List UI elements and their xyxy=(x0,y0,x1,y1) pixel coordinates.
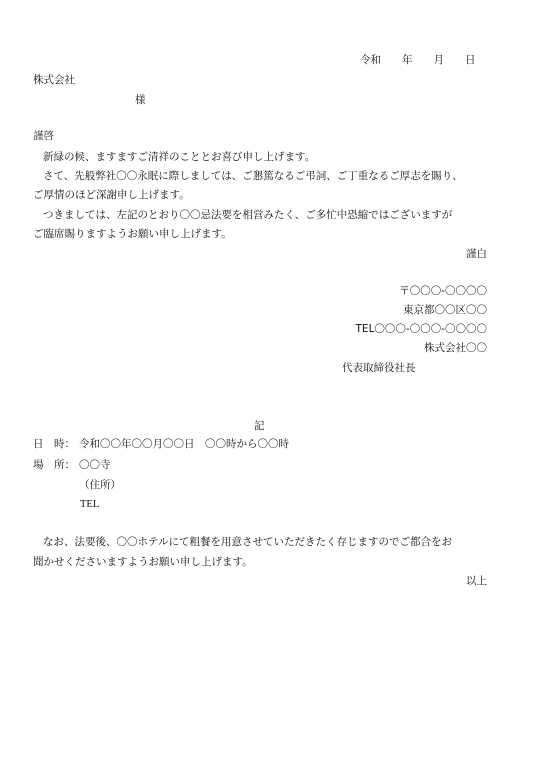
datetime-label: 日 時： xyxy=(33,438,75,450)
ijo-closing: 以上 xyxy=(466,575,487,587)
place-label: 場 所： xyxy=(33,459,75,471)
sender-tel: TEL〇〇〇-〇〇〇-〇〇〇〇 xyxy=(355,323,487,335)
body-line-1: 新緑の候、ますますご清祥のこととお喜び申し上げます。 xyxy=(43,151,316,163)
place-tel-label: TEL xyxy=(80,499,100,510)
opening-greeting: 謹啓 xyxy=(33,130,54,142)
recipient-company: 株式会社 xyxy=(33,74,75,86)
body-line-5: ご臨席賜りますようお願い申し上げます。 xyxy=(33,228,232,240)
postscript-line-1: なお、法要後、〇〇ホテルにて粗餐を用意させていただきたく存じますのでご都合をお xyxy=(43,536,452,548)
body-line-2: さて、先般弊社〇〇永眠に際しましては、ご懇篤なるご弔詞、ご丁重なるご厚志を賜り、 xyxy=(43,170,463,182)
body-line-4: つきましては、左記のとおり〇〇忌法要を相営みたく、ご多忙中恐縮ではございますが xyxy=(43,209,453,221)
postscript-line-2: 聞かせくださいますようお願い申し上げます。 xyxy=(33,556,253,568)
sender-company: 株式会社〇〇 xyxy=(424,342,487,354)
place-value: 〇〇寺 xyxy=(79,459,111,471)
place-address-note: （住所） xyxy=(79,479,121,491)
datetime-value: 令和〇〇年〇〇月〇〇日 〇〇時から〇〇時 xyxy=(79,438,289,450)
ki-heading: 記 xyxy=(254,420,265,432)
date-line: 令和 年 月 日 xyxy=(360,54,476,66)
sender-title: 代表取締役社長 xyxy=(342,362,416,374)
sender-address: 東京都〇〇区〇〇 xyxy=(403,304,487,316)
body-line-3: ご厚情のほど深謝申し上げます。 xyxy=(33,189,190,201)
recipient-honorific: 様 xyxy=(135,94,146,106)
sender-postal: 〒〇〇〇-〇〇〇〇 xyxy=(399,285,487,297)
closing-word: 謹白 xyxy=(466,248,487,260)
